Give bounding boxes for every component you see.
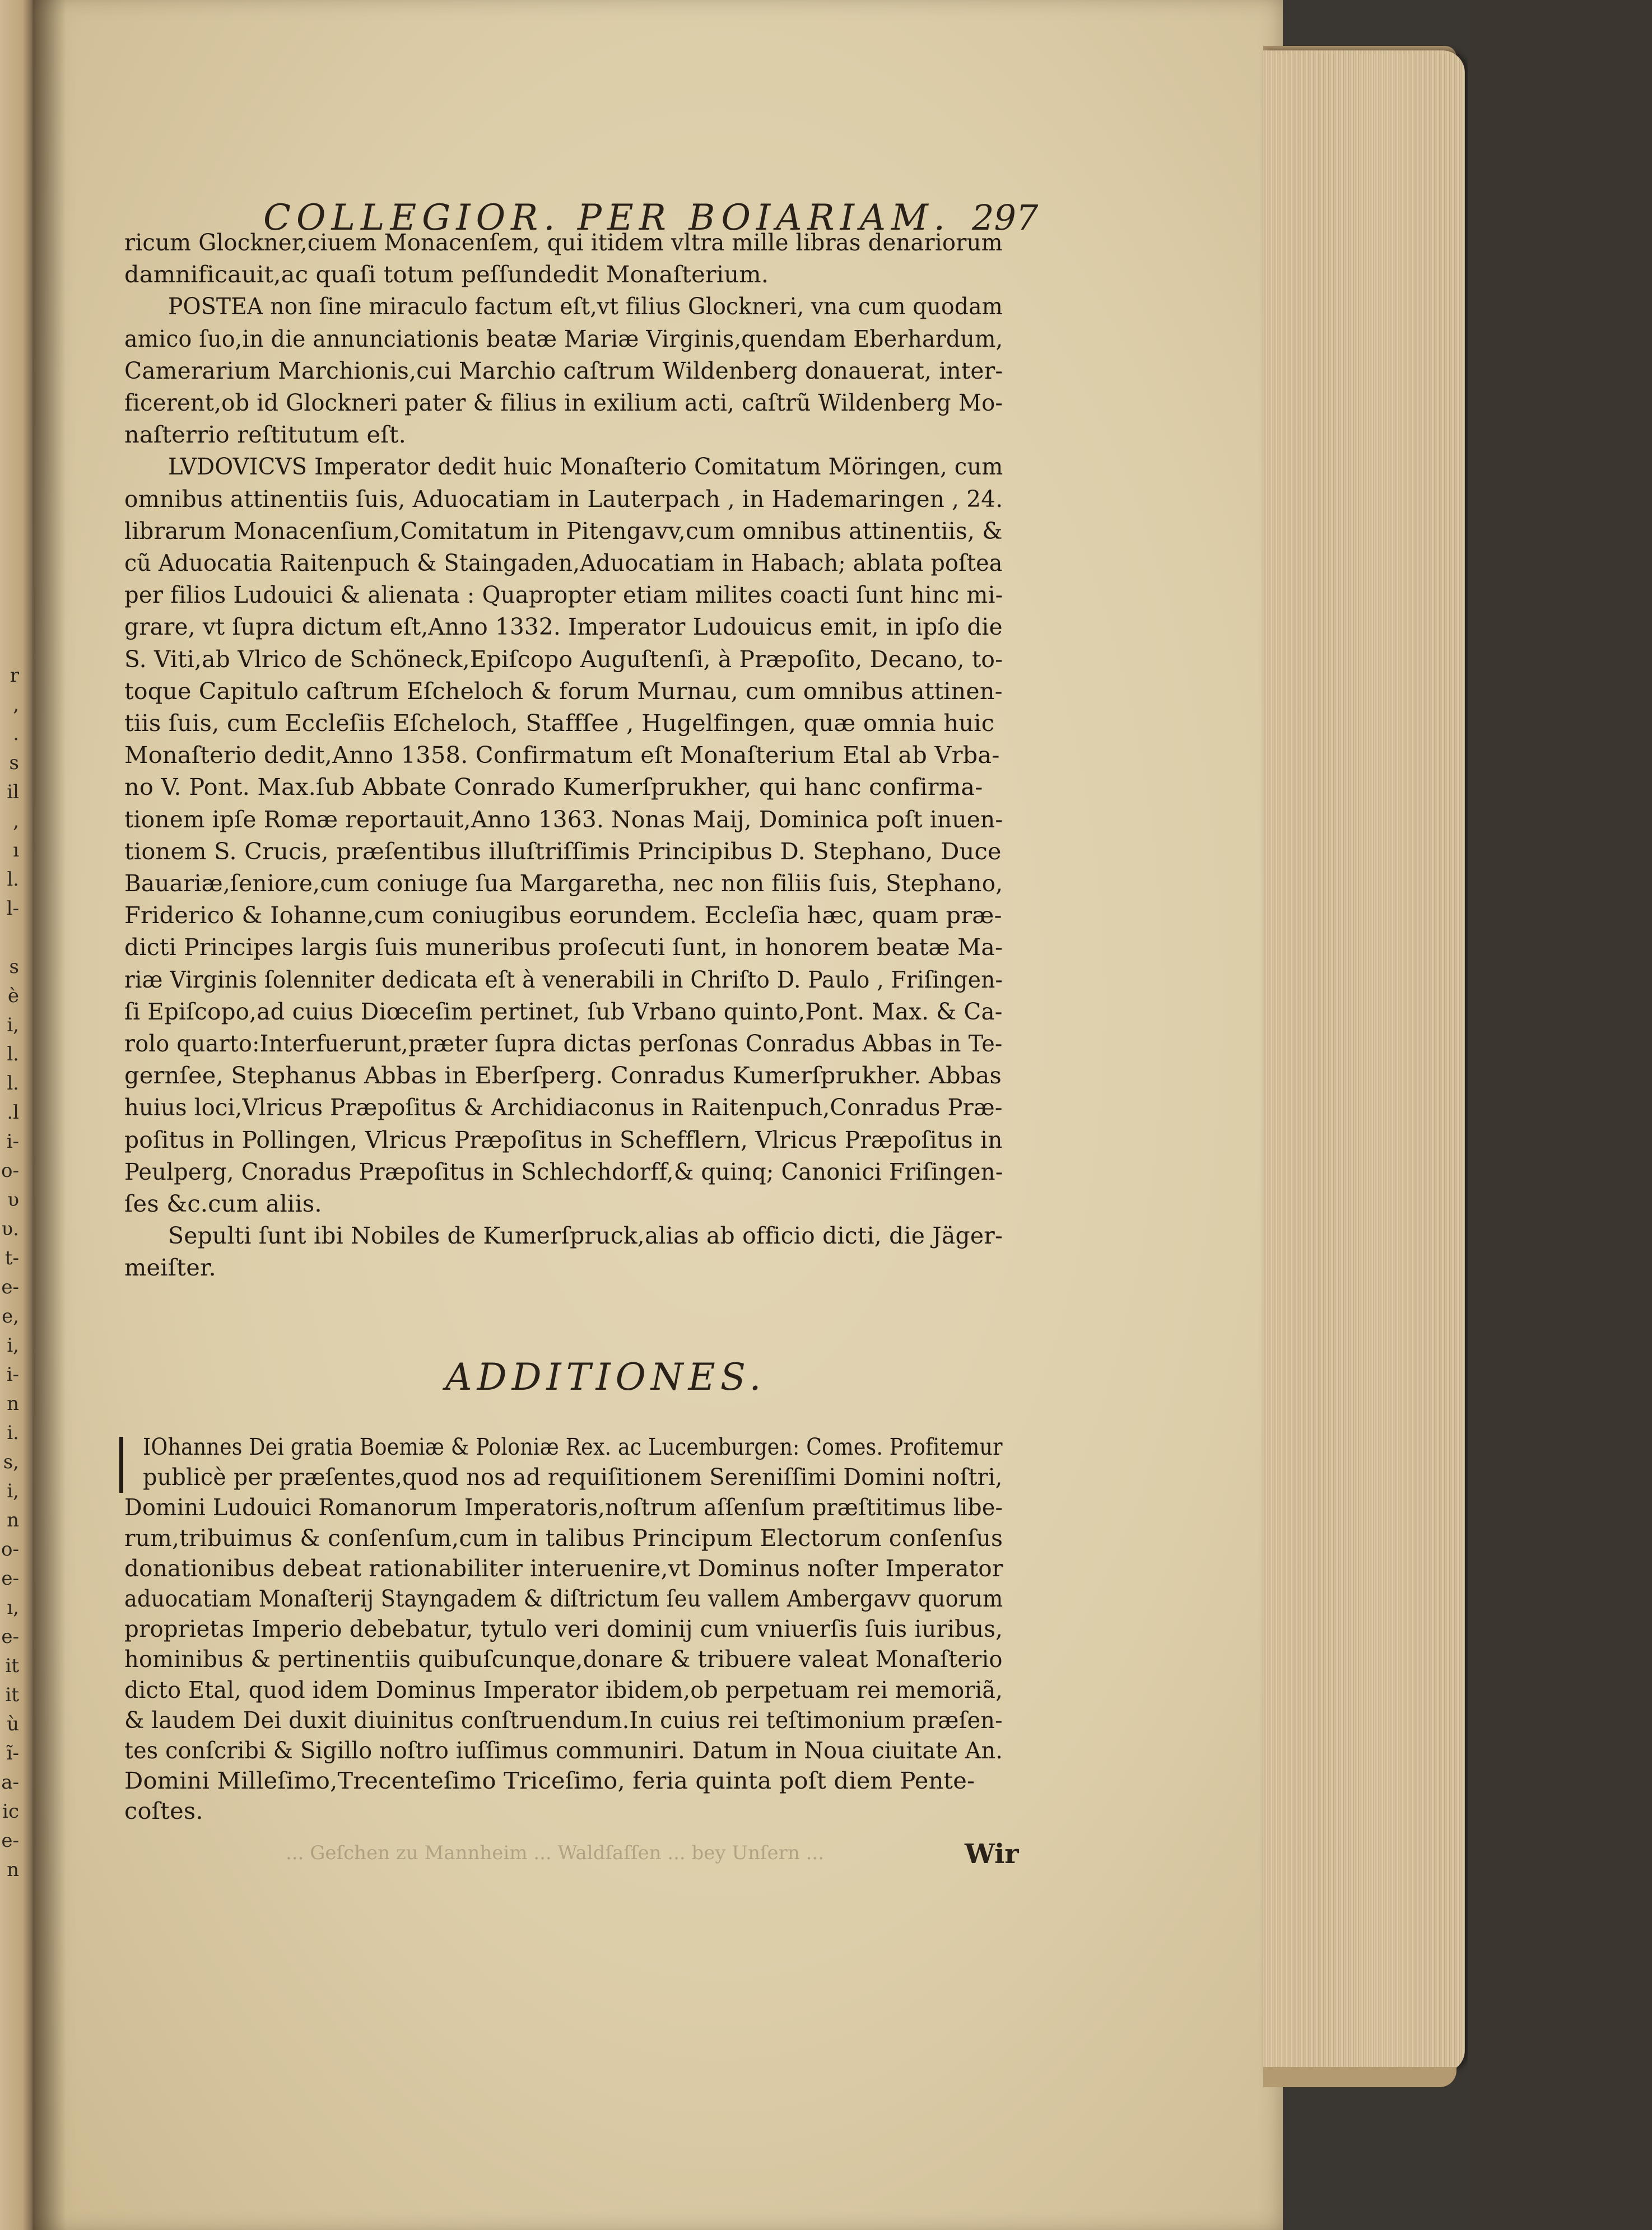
- text-line: Camerarium Marchionis,cui Marchio caſtrum Wildenberg donauerat, inter-: [124, 356, 1003, 384]
- spill-fragment: l.: [7, 868, 19, 891]
- spill-fragment: ù: [7, 1713, 19, 1735]
- spill-fragment: e-: [1, 1829, 19, 1852]
- text-line: riæ Virginis ſolenniter dedicata eſt à venerabili in Chriſto D. Paulo , Friſingen-: [124, 965, 1003, 993]
- text-line: dicti Principes largis ſuis muneribus proſecuti ſunt, in honorem beatæ Ma-: [124, 933, 1003, 961]
- spill-fragment: e-: [1, 1276, 19, 1298]
- text-line: tionem S. Crucis, præſentibus illuſtriſſimis Principibus D. Stephano, Duce: [124, 837, 1002, 865]
- spill-fragment: i,: [7, 1014, 19, 1036]
- text-line: meiſter.: [124, 1254, 216, 1282]
- spill-fragment: s: [9, 956, 19, 978]
- page-number: 297: [972, 197, 1039, 238]
- text-line: Friderico & Iohanne,cum coniugibus eorundem. Eccleſia hæc, quam præ-: [124, 901, 1002, 929]
- text-line: ficerent,ob id Glockneri pater & filius in exilium acti, caſtrũ Wildenberg Mo-: [124, 389, 1003, 416]
- spill-fragment: ı: [13, 839, 19, 862]
- spill-fragment: t-: [4, 1247, 19, 1269]
- text-line: IOhannes Dei gratia Boemiæ & Poloniæ Rex. ac Lucemburgen: Comes. Profitemur: [143, 1433, 1003, 1460]
- page-block-bottom: [1263, 2067, 1456, 2087]
- spill-fragment: s,: [3, 1451, 19, 1473]
- text-line: rum,tribuimus & conſenſum,cum in talibus Principum Electorum conſenſus: [124, 1524, 1003, 1552]
- spill-fragment: υ: [7, 1189, 19, 1211]
- bleed-through-text: ... Geſchen zu Mannheim ... Waldſaſſen ... bey Unſern ...: [286, 1842, 825, 1864]
- spill-fragment: è: [7, 985, 19, 1007]
- text-line: huius loci,Vlricus Præpoſitus & Archidiaconus in Raitenpuch,Conradus Præ-: [124, 1093, 1003, 1121]
- gutter-shadow: [32, 0, 66, 2230]
- spill-fragment: ,: [13, 810, 19, 832]
- spill-fragment: i.: [7, 1422, 19, 1444]
- text-line: cũ Aduocatia Raitenpuch & Staingaden,Aduocatiam in Habach; ablata poſtea: [124, 549, 1003, 576]
- text-line: per filios Ludouici & alienata : Quapropter etiam milites coacti ſunt hinc mi-: [124, 581, 1003, 609]
- text-line: damnificauit,ac quaſi totum peſſundedit Monaſterium.: [124, 260, 769, 288]
- text-line: naſterrio reſtitutum eſt.: [124, 421, 407, 449]
- spill-fragment: ic: [2, 1800, 19, 1823]
- text-line: toque Capitulo caſtrum Eſcheloch & forum Murnau, cum omnibus attinen-: [124, 677, 1003, 705]
- spill-fragment: e,: [2, 1305, 19, 1328]
- text-line: Domini Ludouici Romanorum Imperatoris,noſtrum aſſenſum præſtitimus libe-: [124, 1493, 1003, 1521]
- text-line: amico ſuo,in die annunciationis beatæ Mariæ Virginis,quendam Eberhardum,: [124, 324, 1003, 352]
- spill-fragment: it: [5, 1655, 19, 1677]
- page-block-edge: [1263, 50, 1465, 2073]
- text-line: no V. Pont. Max.ſub Abbate Conrado Kumerſprukher, qui hanc confirma-: [124, 773, 983, 801]
- text-line: LVDOVICVS Imperator dedit huic Monaſterio Comitatum Möringen, cum: [168, 453, 1003, 481]
- text-line: Monaſterio dedit,Anno 1358. Confirmatum eſt Monaſterium Etal ab Vrba-: [124, 741, 1000, 769]
- text-line: rolo quarto:Interfuerunt,præter ſupra dictas perſonas Conradus Abbas in Te-: [124, 1030, 1003, 1057]
- text-line: donationibus debeat rationabiliter interuenire,vt Dominus noſter Imperator: [124, 1554, 1003, 1582]
- text-line: tionem ipſe Romæ reportauit,Anno 1363. Nonas Maij, Dominica poſt inuen-: [124, 805, 1003, 833]
- spill-fragment: n: [7, 1509, 19, 1531]
- spill-fragment: l.: [7, 1072, 19, 1095]
- spill-fragment: υ.: [1, 1218, 19, 1240]
- text-line: POSTEA non ſine miraculo factum eſt,vt filius Glockneri, vna cum quodam: [168, 292, 1003, 320]
- text-line: gernſee, Stephanus Abbas in Eberſperg. Conradus Kumerſprukher. Abbas: [124, 1062, 1002, 1090]
- facing-page-text-fragments: [0, 661, 19, 1927]
- text-line: Sepulti ſunt ibi Nobiles de Kumerſpruck,alias ab officio dicti, die Jäger-: [168, 1222, 1003, 1250]
- spill-fragment: il: [7, 781, 19, 803]
- spill-fragment: ĩ-: [6, 1742, 19, 1765]
- spill-fragment: o-: [1, 1160, 19, 1182]
- spill-fragment: a-: [1, 1771, 19, 1794]
- catchword: Wir: [965, 1838, 1019, 1870]
- spill-fragment: [0, 923, 19, 952]
- text-line: proprietas Imperio debebatur, tytulo veri dominij cum vniuerſis ſuis iuribus,: [124, 1615, 1003, 1643]
- spill-fragment: n: [7, 1393, 19, 1415]
- text-line: tes conſcribi & Sigillo noſtro iuſſimus communiri. Datum in Noua ciuitate An.: [124, 1736, 1003, 1764]
- text-line: librarum Monacenſium,Comitatum in Pitengavv,cum omnibus attinentiis, &: [124, 516, 1003, 544]
- drop-initial: [119, 1437, 140, 1493]
- spill-fragment: i,: [7, 1334, 19, 1357]
- spill-fragment: ,: [13, 693, 19, 716]
- spill-fragment: .: [13, 723, 19, 745]
- text-line: publicè per præſentes,quod nos ad requiſitionem Sereniſſimi Domini noſtri,: [143, 1463, 1003, 1491]
- spill-fragment: l-: [6, 897, 19, 920]
- text-line: omnibus attinentiis ſuis, Aduocatiam in Lauterpach , in Hademaringen , 24.: [124, 485, 1003, 513]
- spill-fragment: o-: [1, 1538, 19, 1561]
- text-line: poſitus in Pollingen, Vlricus Præpoſitus in Schefflern, Vlricus Præpoſitus in: [124, 1125, 1003, 1153]
- spill-fragment: e-: [1, 1626, 19, 1648]
- spill-fragment: i,: [7, 1480, 19, 1502]
- spill-fragment: s: [9, 752, 19, 774]
- text-line: Peulperg, Cnoradus Præpoſitus in Schlechdorff,& quinq; Canonici Friſingen-: [124, 1157, 1003, 1185]
- text-line: dicto Etal, quod idem Dominus Imperator ibidem,ob perpetuam rei memoriã,: [124, 1675, 1003, 1703]
- text-line: & laudem Dei duxit diuinitus conſtruendum.In cuius rei teſtimonium præſen-: [124, 1706, 1003, 1734]
- background-cloth: [1468, 0, 1652, 2230]
- spill-fragment: r: [10, 664, 19, 687]
- text-line: Domini Milleſimo,Trecenteſimo Triceſimo, feria quinta poſt diem Pente-: [124, 1767, 975, 1795]
- text-line: aduocatiam Monaſterij Stayngadem & diſtrictum ſeu vallem Ambergavv quorum: [124, 1585, 1003, 1612]
- running-head: COLLEGIOR. PER BOIARIAM.: [263, 197, 951, 239]
- text-line: grare, vt ſupra dictum eſt,Anno 1332. Imperator Ludouicus emit, in ipſo die: [124, 613, 1003, 641]
- spill-fragment: n: [7, 1859, 19, 1881]
- spill-fragment: i-: [6, 1363, 19, 1386]
- text-line: hominibus & pertinentiis quibuſcunque,donare & tribuere valeat Monaſterio: [124, 1645, 1003, 1673]
- text-line: S. Viti,ab Vlrico de Schöneck,Epiſcopo Auguſtenſi, à Præpoſito, Decano, to-: [124, 645, 1003, 673]
- text-line: ricum Glockner,ciuem Monacenſem, qui itidem vltra mille libras denariorum: [124, 229, 1003, 256]
- text-line: coſtes.: [124, 1797, 203, 1825]
- spill-fragment: .l: [7, 1101, 19, 1124]
- spill-fragment: it: [5, 1684, 19, 1706]
- text-line: ſi Epiſcopo,ad cuius Diœceſim pertinet, ſub Vrbano quinto,Pont. Max. & Ca-: [124, 997, 1003, 1025]
- spill-fragment: i-: [6, 1130, 19, 1153]
- spill-fragment: ı,: [7, 1596, 19, 1619]
- section-heading: ADDITIONES.: [445, 1356, 766, 1399]
- spill-fragment: l.: [7, 1043, 19, 1065]
- spill-fragment: e-: [1, 1567, 19, 1590]
- text-line: tiis ſuis, cum Eccleſiis Eſcheloch, Staffſee , Hugelfingen, quæ omnia huic: [124, 709, 995, 737]
- text-line: ſes &c.cum aliis.: [124, 1190, 322, 1217]
- text-line: Bauariæ,ſeniore,cum coniuge ſua Margaretha, nec non filiis ſuis, Stephano,: [124, 869, 1003, 897]
